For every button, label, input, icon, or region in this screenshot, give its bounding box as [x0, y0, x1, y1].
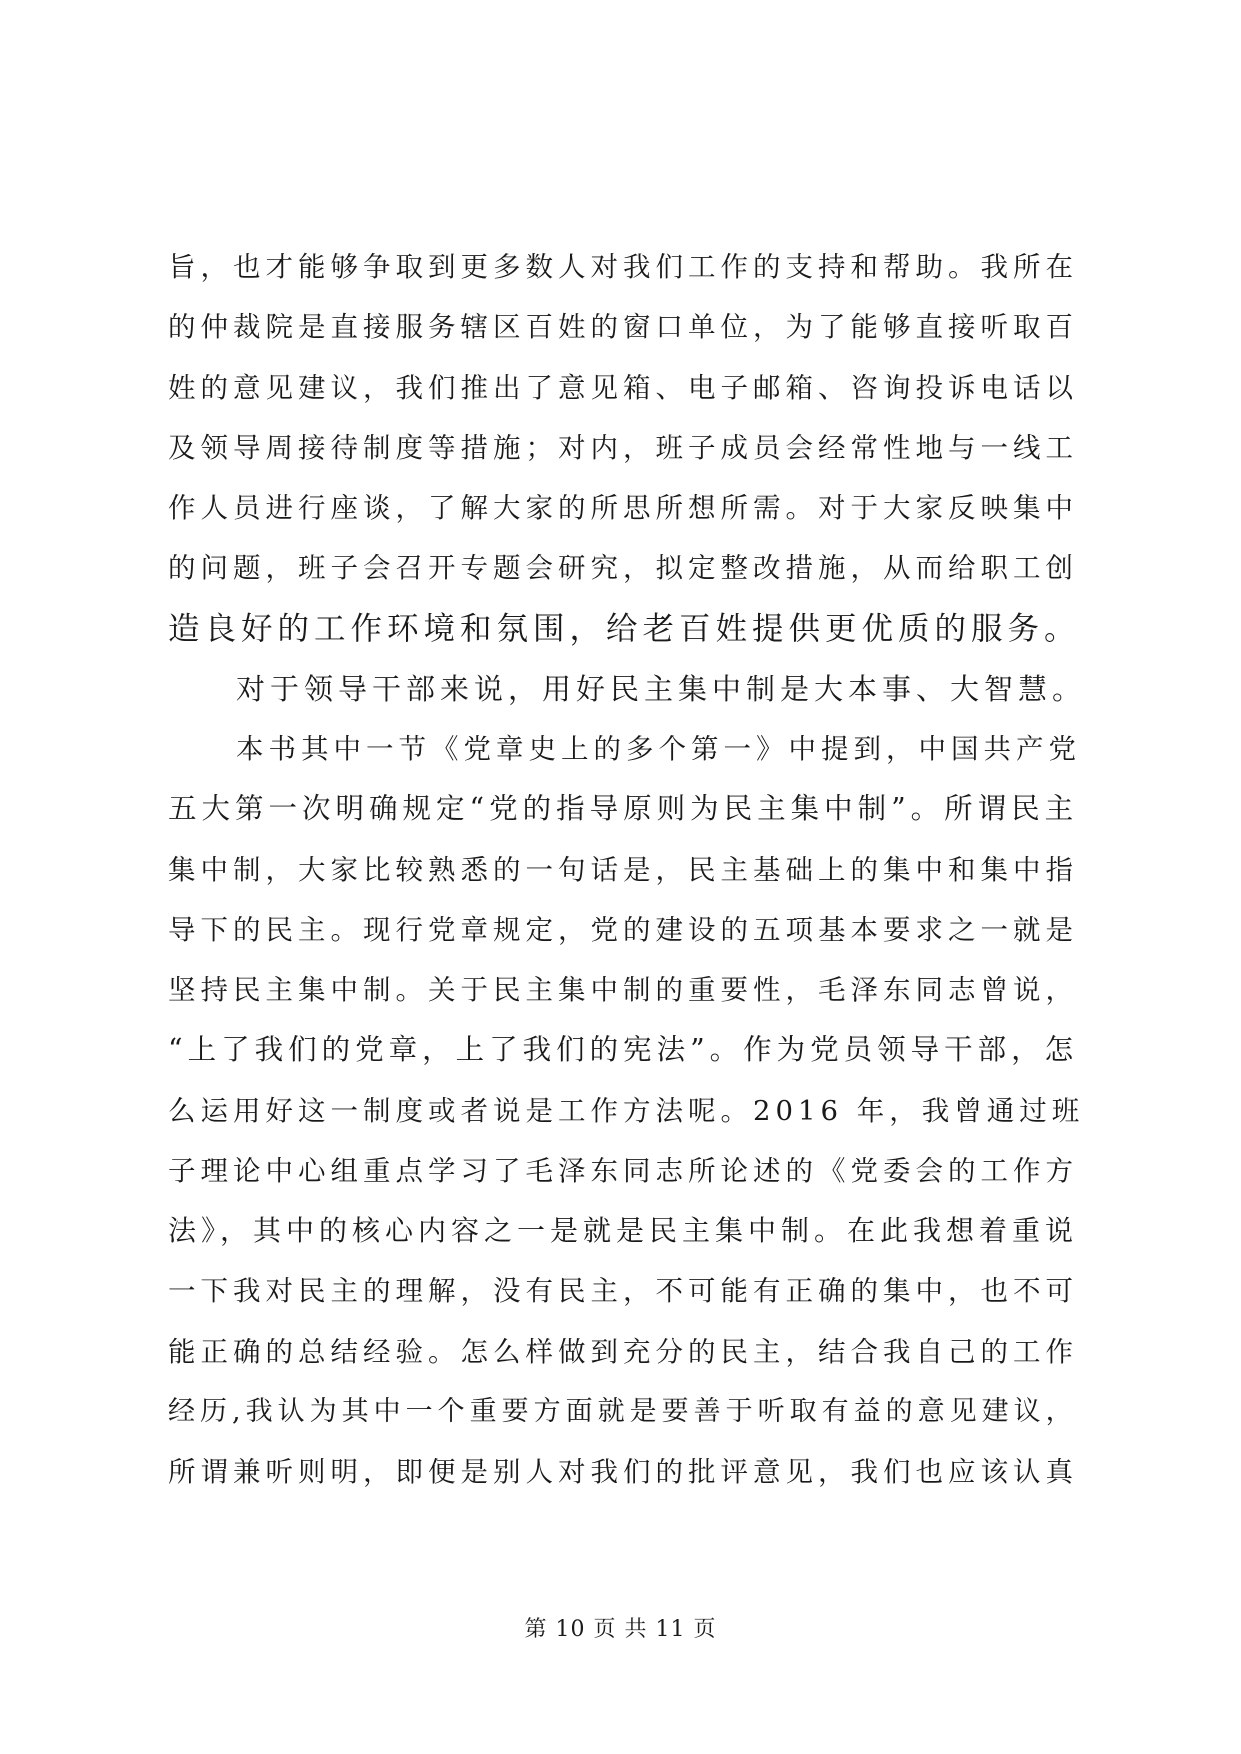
- text-line: 一下我对民主的理解，没有民主，不可能有正确的集中，也不可: [168, 1275, 1078, 1308]
- text-line: 导下的民主。现行党章规定，党的建设的五项基本要求之一就是: [168, 913, 1078, 946]
- text-line: 能正确的总结经验。怎么样做到充分的民主，结合我自己的工作: [168, 1335, 1078, 1368]
- text-line: “上了我们的党章，上了我们的宪法”。作为党员领导干部，怎: [168, 1033, 1079, 1067]
- text-line: 法》，其中的核心内容之一是就是民主集中制。在此我想着重说: [168, 1214, 1079, 1247]
- text-line: 所谓兼听则明，即便是别人对我们的批评意见，我们也应该认真: [168, 1456, 1078, 1488]
- paragraph-start-line: 对于领导干部来说，用好民主集中制是大本事、大智慧。: [236, 671, 1087, 706]
- body-text: [168, 237, 1088, 1502]
- text-line: 的仲裁院是直接服务辖区百姓的窗口单位，为了能够直接听取百: [168, 311, 1078, 344]
- paragraph-start-line: 本书其中一节《党章史上的多个第一》中提到，中国共产党: [236, 733, 1081, 765]
- text-line: 作人员进行座谈，了解大家的所思所想所需。对于大家反映集中: [168, 492, 1078, 524]
- text-line: 及领导周接待制度等措施；对内，班子成员会经常性地与一线工: [168, 431, 1078, 464]
- text-line: 的问题，班子会召开专题会研究，拟定整改措施，从而给职工创: [168, 552, 1078, 585]
- text-line: 子理论中心组重点学习了毛泽东同志所论述的《党委会的工作方: [168, 1154, 1078, 1187]
- text-line: 旨，也才能够争取到更多数人对我们工作的支持和帮助。我所在: [168, 251, 1078, 283]
- text-line: 姓的意见建议，我们推出了意见箱、电子邮箱、咨询投诉电话以: [168, 371, 1078, 404]
- text-line: 坚持民主集中制。关于民主集中制的重要性，毛泽东同志曾说，: [168, 974, 1078, 1006]
- text-line: 么运用好这一制度或者说是工作方法呢。2016 年，我曾通过班: [168, 1094, 1085, 1127]
- page-number-footer: 第 10 页 共 11 页: [524, 1617, 717, 1642]
- text-line: 集中制，大家比较熟悉的一句话是，民主基础上的集中和集中指: [168, 853, 1078, 886]
- text-line: 五大第一次明确规定“党的指导原则为民主集中制”。所谓民主: [168, 792, 1079, 826]
- text-line: 经历,我认为其中一个重要方面就是要善于听取有益的意见建议，: [168, 1395, 1078, 1427]
- text-line: 造良好的工作环境和氛围，给老百姓提供更优质的服务。: [168, 610, 1081, 647]
